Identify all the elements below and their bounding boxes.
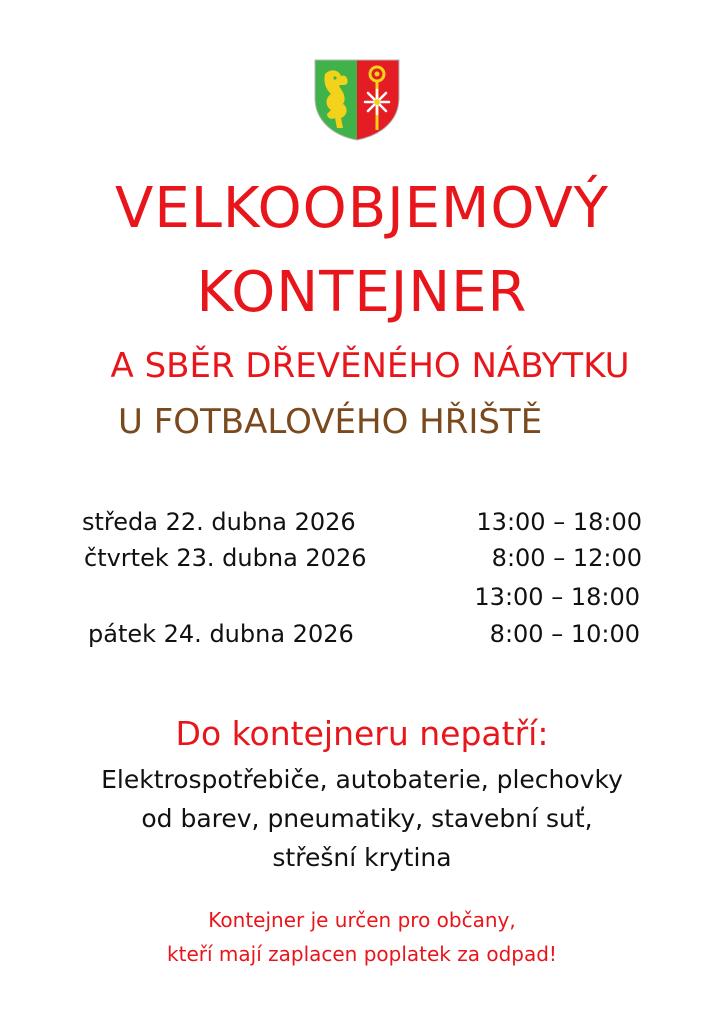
schedule-time-1: 13:00 – 18:00 xyxy=(476,508,642,536)
notice-line-3: střešní krytina xyxy=(272,843,452,872)
title-line-2: KONTEJNER xyxy=(196,260,528,325)
notice-heading: Do kontejneru nepatří: xyxy=(175,714,549,753)
subtitle-line-1: A SBĚR DŘEVĚNÉHO NÁBYTKU xyxy=(110,346,630,386)
municipal-coat-of-arms-icon xyxy=(313,58,401,142)
schedule-day-2: čtvrtek 23. dubna 2026 xyxy=(84,544,367,572)
footnote-line-2: kteří mají zaplacen poplatek za odpad! xyxy=(167,942,557,966)
schedule-time-4: 8:00 – 10:00 xyxy=(489,620,640,648)
schedule-time-3: 13:00 – 18:00 xyxy=(474,583,640,611)
schedule-day-4: pátek 24. dubna 2026 xyxy=(88,620,354,648)
schedule-time-2: 8:00 – 12:00 xyxy=(491,544,642,572)
notice-line-2: od barev, pneumatiky, stavební suť, xyxy=(141,804,593,833)
notice-line-1: Elektrospotřebiče, autobaterie, plechovky xyxy=(101,765,623,794)
title-line-1: VELKOOBJEMOVÝ xyxy=(115,176,609,241)
subtitle-line-2: U FOTBALOVÉHO HŘIŠTĚ xyxy=(118,402,543,442)
schedule-day-1: středa 22. dubna 2026 xyxy=(82,508,356,536)
footnote-line-1: Kontejner je určen pro občany, xyxy=(208,908,516,932)
